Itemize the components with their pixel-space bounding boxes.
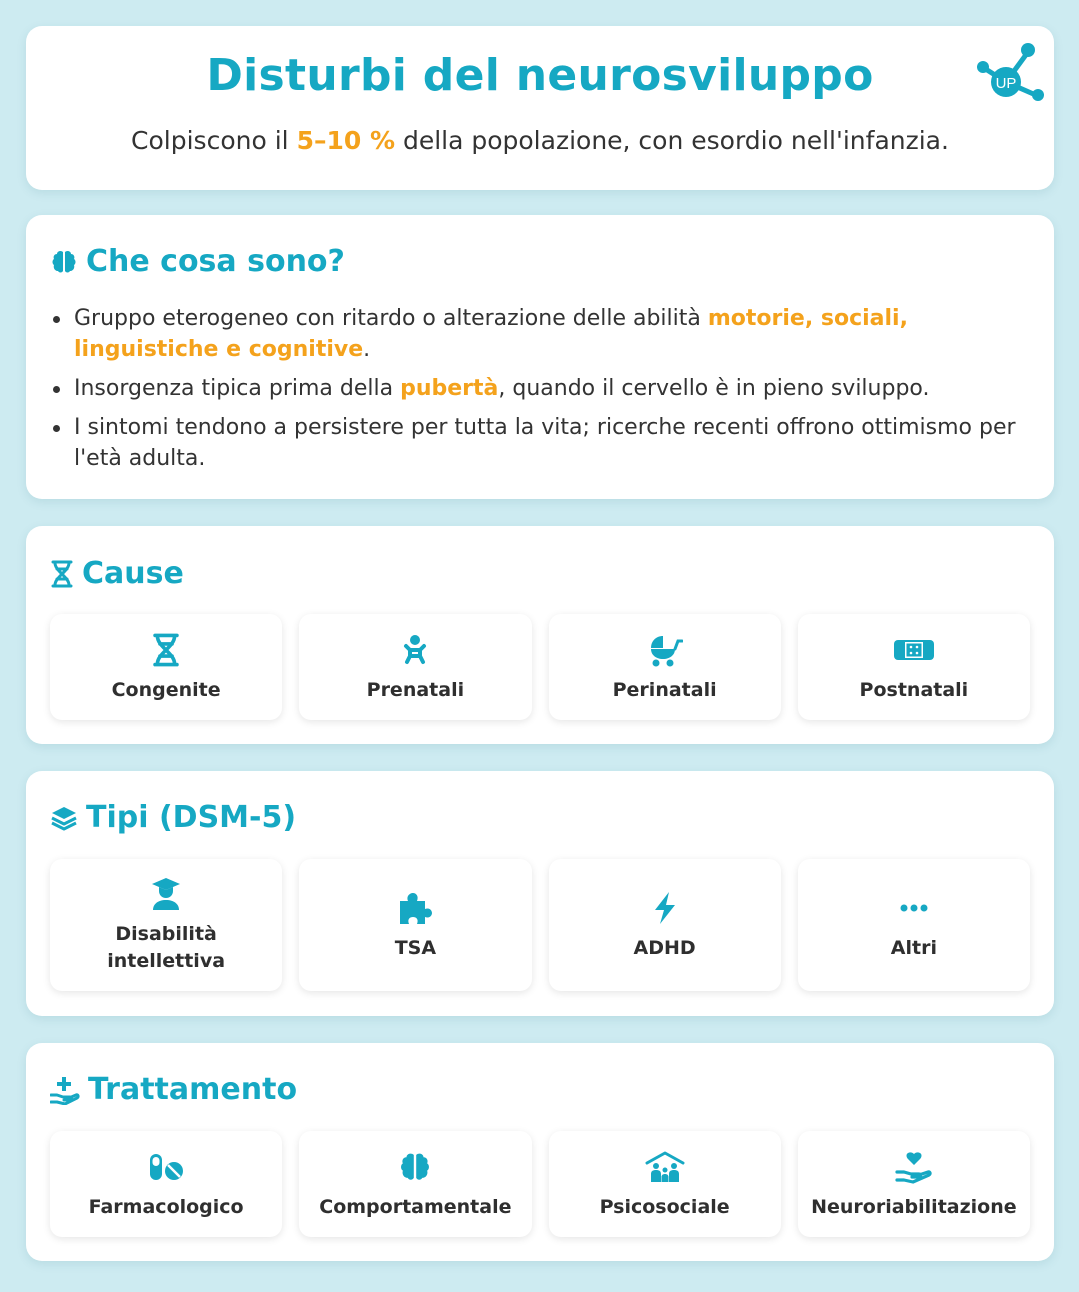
dna-icon [50,560,74,588]
subtitle-text-after: della popolazione, con esordio nell'infanzia. [395,126,949,155]
tile-label: Perinatali [612,678,717,701]
header-card [26,26,1054,190]
treatment-tile-neuroriabilitazione[interactable] [798,1131,1030,1237]
logo-text: UP [995,75,1017,92]
tile-label: Farmacologico [88,1195,244,1218]
tile-label: Neuroriabilitazione [811,1195,1017,1218]
treatment-title-text: Trattamento [88,1072,298,1107]
treatment-section-title [50,1072,298,1107]
brain-icon [398,1148,432,1186]
list-item [50,373,1030,404]
cause-tile-postnatali[interactable] [798,614,1030,720]
type-tile-adhd[interactable] [549,859,781,991]
cause-tile-perinatali[interactable] [549,614,781,720]
bullet-text: Gruppo eterogeneo con ritardo o alterazione delle abilità [74,306,708,331]
bullet-highlight: motorie, sociali, linguistiche e cognitive [74,306,908,362]
hand-holding-medical-icon [50,1075,80,1105]
baby-icon [401,631,429,669]
puzzle-icon [398,889,432,927]
treatment-tile-comportamentale[interactable] [299,1131,531,1237]
what-bullet-list [50,303,1030,482]
treatment-tile-farmacologico[interactable] [50,1131,282,1237]
page-title: Disturbi del neurosviluppo [206,50,874,101]
tile-label: Prenatali [366,678,465,701]
type-tile-altri[interactable] [798,859,1030,991]
what-section-title [50,244,345,279]
hand-holding-heart-icon [895,1148,933,1186]
tile-label: Postnatali [859,678,969,701]
types-section-title [50,800,297,835]
subtitle-highlight: 5–10 % [296,126,395,155]
causes-section-title [50,556,184,591]
dna-icon [151,631,181,669]
list-item [50,412,1030,474]
bullet-text-after: , quando il cervello è in pieno sviluppo. [498,376,930,401]
baby-carriage-icon [647,631,683,669]
family-house-icon [645,1148,685,1186]
bolt-icon [652,889,678,927]
causes-title-text: Cause [82,556,184,591]
tile-label: Psicosociale [599,1195,730,1218]
brain-icon [50,248,78,276]
subtitle-text-before: Colpiscono il [131,126,297,155]
causes-section [26,526,1054,744]
pills-icon [147,1148,185,1186]
page-subtitle [26,128,1054,153]
treatment-tiles [50,1131,1030,1237]
bullet-text: Insorgenza tipica prima della [74,376,401,401]
bandage-icon [893,631,935,669]
list-item [50,303,1030,365]
treatment-tile-psicosociale[interactable] [549,1131,781,1237]
tile-label: Congenite [111,678,221,701]
cause-tile-prenatali[interactable] [299,614,531,720]
causes-tiles [50,614,1030,720]
tile-label: Altri [890,936,937,959]
types-tiles [50,859,1030,991]
treatment-section [26,1043,1054,1261]
tile-label: Comportamentale [319,1195,512,1218]
graduate-icon [150,875,182,913]
bullet-highlight: pubertà [400,376,499,401]
types-section [26,771,1054,1016]
ellipsis-icon [899,889,929,927]
bullet-text-after: . [363,337,371,362]
layers-icon [50,804,78,832]
what-title-text: Che cosa sono? [86,244,345,279]
types-title-text: Tipi (DSM-5) [86,800,297,835]
type-tile-disabilita-intellettiva[interactable] [50,859,282,991]
cause-tile-congenite[interactable] [50,614,282,720]
up-logo-icon [976,36,1044,102]
tile-label: Disabilità intellettiva [107,923,226,972]
bullet-text: I sintomi tendono a persistere per tutta la vita; ricerche recenti offrono ottimismo per l'età adulta. [74,415,1016,471]
tile-label: TSA [394,936,437,959]
what-section [26,215,1054,499]
type-tile-tsa[interactable] [299,859,531,991]
tile-label: ADHD [633,936,696,959]
